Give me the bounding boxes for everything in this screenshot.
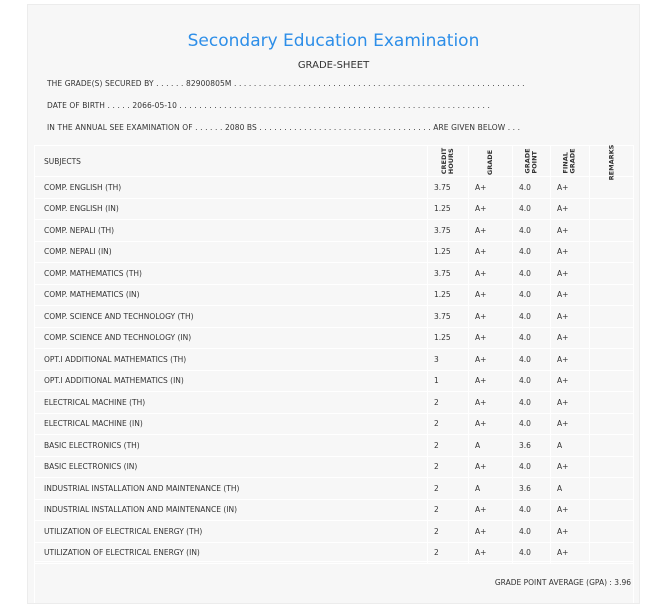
subject-cell: COMP. SCIENCE AND TECHNOLOGY (IN) [35, 327, 428, 349]
grade-cell: A+ [469, 542, 513, 564]
final-grade-cell: A+ [551, 327, 590, 349]
table-row [35, 392, 634, 414]
gpa-value: GRADE POINT AVERAGE (GPA) : 3.96 [494, 578, 631, 587]
grade-point-cell: 4.0 [513, 349, 551, 371]
grade-sheet-heading: GRADE-SHEET [297, 60, 370, 71]
credit-hours-cell: 3 [428, 349, 469, 371]
credit-hours-cell: 1.25 [428, 241, 469, 263]
grade-point-cell: 4.0 [513, 499, 551, 521]
grade-cell: A+ [469, 521, 513, 543]
table-row [35, 220, 634, 242]
final-grade-cell: A+ [551, 349, 590, 371]
grade-cell: A+ [469, 413, 513, 435]
grade-point-cell: 4.0 [513, 456, 551, 478]
final-grade-cell: A+ [551, 198, 590, 220]
grade-cell: A [469, 478, 513, 500]
remarks-cell [590, 349, 634, 371]
table-row [35, 456, 634, 478]
subject-cell: BASIC ELECTRONICS (TH) [35, 435, 428, 457]
final-grade-label-1: FINAL [562, 152, 570, 174]
table-row [35, 478, 634, 500]
grade-point-cell: 4.0 [513, 370, 551, 392]
grade-point-label-2: POINT [530, 151, 539, 174]
remarks-cell [590, 198, 634, 220]
credit-hours-header [428, 146, 469, 177]
subject-cell: OPT.I ADDITIONAL MATHEMATICS (TH) [35, 349, 428, 371]
grade-cell: A+ [469, 177, 513, 199]
subject-cell: UTILIZATION OF ELECTRICAL ENERGY (TH) [35, 521, 428, 543]
remarks-cell [590, 370, 634, 392]
final-grade-cell: A [551, 478, 590, 500]
grade-cell: A+ [469, 284, 513, 306]
subject-cell: ELECTRICAL MACHINE (TH) [35, 392, 428, 414]
table-row [35, 521, 634, 543]
subjects-header: SUBJECTS [35, 146, 428, 177]
examination-line: IN THE ANNUAL SEE EXAMINATION OF . . . . . . 2080 BS . . . . . . . . . . . . . . . . . . . . . . . . . . . . . . . . . . . ARE GIVEN BELOW . . . [47, 123, 521, 132]
date-of-birth-line: DATE OF BIRTH . . . . . 2066-05-10 . . . . . . . . . . . . . . . . . . . . . . . . . . . . . . . . . . . . . . . . . . . . . . . . . . . . . . . . . . . . . . . [47, 101, 490, 110]
credit-hours-cell: 3.75 [428, 220, 469, 242]
remarks-cell [590, 499, 634, 521]
credit-hours-cell: 3.75 [428, 306, 469, 328]
table-row [35, 349, 634, 371]
table-row [35, 413, 634, 435]
grades-table [34, 145, 634, 564]
grade-cell: A+ [469, 499, 513, 521]
final-grade-cell: A+ [551, 263, 590, 285]
remarks-label: REMARKS [606, 144, 615, 180]
final-grade-cell: A+ [551, 499, 590, 521]
table-row [35, 306, 634, 328]
credit-hours-cell: 1 [428, 370, 469, 392]
grade-sheet-panel [27, 4, 640, 604]
grade-cell: A+ [469, 263, 513, 285]
final-grade-cell: A+ [551, 542, 590, 564]
remarks-cell [590, 327, 634, 349]
remarks-cell [590, 435, 634, 457]
subject-cell: COMP. MATHEMATICS (TH) [35, 263, 428, 285]
final-grade-cell: A+ [551, 306, 590, 328]
grade-cell: A+ [469, 327, 513, 349]
grade-cell: A+ [469, 241, 513, 263]
final-grade-cell: A+ [551, 177, 590, 199]
remarks-cell [590, 306, 634, 328]
subject-cell: OPT.I ADDITIONAL MATHEMATICS (IN) [35, 370, 428, 392]
grade-point-cell: 4.0 [513, 263, 551, 285]
credit-hours-cell: 3.75 [428, 177, 469, 199]
grade-cell: A+ [469, 220, 513, 242]
credit-hours-cell: 2 [428, 478, 469, 500]
grade-cell: A+ [469, 306, 513, 328]
credit-hours-cell: 1.25 [428, 327, 469, 349]
subject-cell: COMP. SCIENCE AND TECHNOLOGY (TH) [35, 306, 428, 328]
credit-hours-label-1: CREDIT [440, 147, 448, 175]
credit-hours-cell: 1.25 [428, 198, 469, 220]
grade-point-cell: 4.0 [513, 521, 551, 543]
credit-hours-cell: 1.25 [428, 284, 469, 306]
grade-point-cell: 3.6 [513, 478, 551, 500]
subject-cell: COMP. NEPALI (TH) [35, 220, 428, 242]
final-grade-header [551, 146, 590, 177]
grade-cell: A [469, 435, 513, 457]
symbol-number-line: THE GRADE(S) SECURED BY . . . . . . 82900805M . . . . . . . . . . . . . . . . . . . . . . . . . . . . . . . . . . . . . . . . . . . . . . . . . . . . . . . . . . . [47, 79, 525, 88]
grade-point-header [513, 146, 551, 177]
subject-cell: COMP. NEPALI (IN) [35, 241, 428, 263]
credit-hours-cell: 2 [428, 542, 469, 564]
remarks-cell [590, 392, 634, 414]
remarks-cell [590, 521, 634, 543]
remarks-cell [590, 241, 634, 263]
grade-point-cell: 4.0 [513, 241, 551, 263]
grade-point-cell: 3.6 [513, 435, 551, 457]
credit-hours-cell: 2 [428, 456, 469, 478]
grade-point-cell: 4.0 [513, 542, 551, 564]
final-grade-cell: A+ [551, 413, 590, 435]
exam-title: Secondary Education Examination [187, 31, 480, 51]
grade-point-label-1: GRADE [523, 148, 532, 174]
table-header-row [35, 146, 634, 177]
final-grade-cell: A+ [551, 241, 590, 263]
credit-hours-cell: 2 [428, 521, 469, 543]
table-row [35, 327, 634, 349]
grade-cell: A+ [469, 349, 513, 371]
grade-cell: A+ [469, 370, 513, 392]
grade-point-cell: 4.0 [513, 284, 551, 306]
grade-cell: A+ [469, 198, 513, 220]
table-row [35, 198, 634, 220]
subject-cell: COMP. ENGLISH (TH) [35, 177, 428, 199]
credit-hours-label-2: HOURS [447, 148, 455, 175]
subject-cell: ELECTRICAL MACHINE (IN) [35, 413, 428, 435]
table-row [35, 177, 634, 199]
table-row [35, 370, 634, 392]
final-grade-label-2: GRADE [569, 148, 577, 174]
grade-cell: A+ [469, 456, 513, 478]
subject-cell: INDUSTRIAL INSTALLATION AND MAINTENANCE (IN) [35, 499, 428, 521]
grade-point-cell: 4.0 [513, 220, 551, 242]
grade-label: GRADE [486, 149, 494, 175]
subject-cell: COMP. ENGLISH (IN) [35, 198, 428, 220]
remarks-cell [590, 263, 634, 285]
credit-hours-cell: 2 [428, 435, 469, 457]
credit-hours-cell: 2 [428, 392, 469, 414]
remarks-cell [590, 478, 634, 500]
grade-point-cell: 4.0 [513, 413, 551, 435]
grade-point-cell: 4.0 [513, 327, 551, 349]
grade-point-cell: 4.0 [513, 392, 551, 414]
final-grade-cell: A+ [551, 456, 590, 478]
final-grade-cell: A+ [551, 521, 590, 543]
final-grade-cell: A+ [551, 284, 590, 306]
subject-cell: INDUSTRIAL INSTALLATION AND MAINTENANCE (TH) [35, 478, 428, 500]
credit-hours-cell: 3.75 [428, 263, 469, 285]
credit-hours-cell: 2 [428, 413, 469, 435]
subject-cell: UTILIZATION OF ELECTRICAL ENERGY (IN) [35, 542, 428, 564]
remarks-cell [590, 413, 634, 435]
remarks-cell [590, 284, 634, 306]
subject-cell: BASIC ELECTRONICS (IN) [35, 456, 428, 478]
grade-cell: A+ [469, 392, 513, 414]
grade-point-cell: 4.0 [513, 177, 551, 199]
table-row [35, 435, 634, 457]
final-grade-cell: A+ [551, 220, 590, 242]
final-grade-cell: A+ [551, 392, 590, 414]
table-row [35, 241, 634, 263]
remarks-header [590, 144, 634, 180]
remarks-cell [590, 456, 634, 478]
credit-hours-cell: 2 [428, 499, 469, 521]
final-grade-cell: A+ [551, 370, 590, 392]
grade-header [469, 146, 513, 177]
final-grade-cell: A [551, 435, 590, 457]
table-row [35, 499, 634, 521]
table-row [35, 263, 634, 285]
grade-point-cell: 4.0 [513, 198, 551, 220]
table-row [35, 284, 634, 306]
remarks-cell [590, 220, 634, 242]
grade-point-cell: 4.0 [513, 306, 551, 328]
subject-cell: COMP. MATHEMATICS (IN) [35, 284, 428, 306]
